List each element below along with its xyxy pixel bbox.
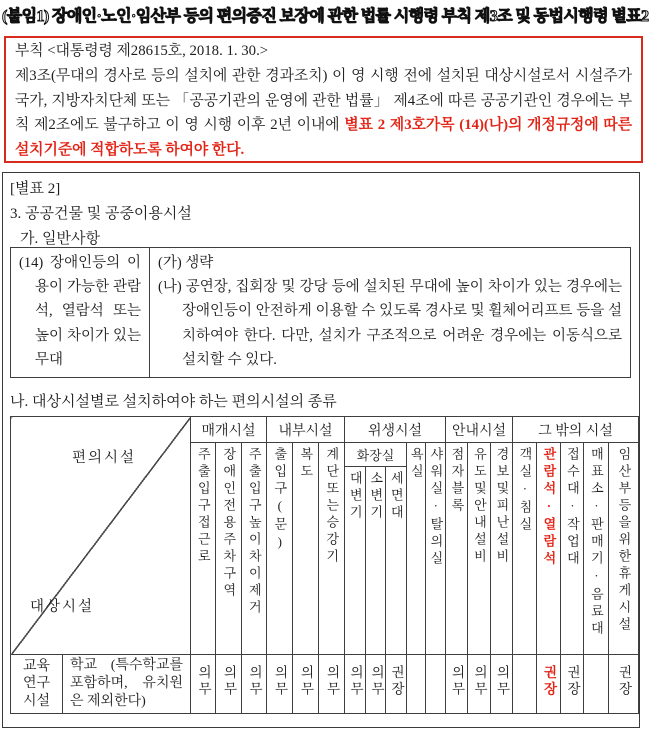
col-label: 접수대·작업대 [561,443,584,655]
value-cell: 의무 [242,655,267,714]
corner-cell [11,417,191,655]
facility-section-title: 나. 대상시설별로 설치하여야 하는 편의시설의 종류 [10,394,337,410]
value-cell [407,655,426,714]
col-label-emphasized: 관람석·열람석 [537,443,561,655]
facility-data-row [11,655,639,714]
value-cell: 의무 [191,655,216,714]
general-item-text: (14) 장애인등의 이용이 가능한 관람석, 열람석 또는 높이 차이가 있는 무대 [19,255,141,368]
value-cell: 권장 [609,655,639,714]
annex-general-title: 가. 일반사항 [20,231,100,247]
value-cell: 의무 [366,655,386,714]
general-rules-table [10,247,631,378]
col-label: 욕실 [407,443,426,655]
general-item-cell [11,248,150,378]
col-label: 세면대 [386,467,407,655]
group-header-row [11,417,639,443]
appendix-article-emphasis: 별표 2 제3호가목 (14)(나)의 개정규정에 따른 설치기준에 적합하도록 하여야 한다. [15,117,632,159]
facility-matrix-table [10,416,639,714]
col-label: 점자블록 [446,443,468,655]
value-cell: 의무 [267,655,293,714]
group-internal: 내부시설 [267,417,345,443]
value-cell: 의무 [491,655,513,714]
clause-na-body: 공연장, 집회장 및 강당 등에 설치된 무대에 높이 차이가 있는 경우에는 장애인등이 안전하게 이용할 수 있도록 경사로 및 휠체어리프트 등을 설치하여야 한다. 다만, 설치가 구조적으로 어려운 경우에는 이동식으로 설치할 수 있다. [182,279,622,368]
col-label: 대변기 [345,467,366,655]
clause-na-prefix: (나) [158,279,182,296]
col-label: 샤워실·탈의실 [426,443,446,655]
clause-ga: (가) 생략 [158,255,214,271]
value-cell-emphasized: 권장 [537,655,561,714]
corner-label-targets: 대상시설 [30,599,95,615]
appendix-article-text: 제3조(무대의 경사로 등의 설치에 관한 경과조치) 이 영 시행 전에 설치된 대상시설로서 시설주가 국가, 지방자치단체 또는 「공공기관의 운영에 관한 법률」 제4조에 따른 공공기관인 경우에는 부칙 제2조에도 불구하고 이 영 시행 이후 2년 이내에 [15,67,632,134]
col-label: 장애인전용주차구역 [216,443,242,655]
col-label: 경보및피난설비 [491,443,513,655]
value-cell [584,655,609,714]
col-label: 계단또는승강기 [319,443,345,655]
annex-label: [별표 2] [10,181,61,197]
value-cell: 의무 [468,655,491,714]
annex-frame [2,172,640,728]
col-label: 주출입구높이차이제거 [242,443,267,655]
document-title: (붙임1) 장애인·노인·임산부 등의 편의증진 보장에 관한 법률 시행령 부칙 제3조 및 동법시행령 별표2 [2,8,649,25]
value-cell: 의무 [446,655,468,714]
group-sanitary: 위생시설 [345,417,446,443]
value-cell: 의무 [345,655,366,714]
col-label: 주출입구접근로 [191,443,216,655]
clause-na [158,275,622,372]
col-label: 복도 [293,443,319,655]
annex-section-title: 3. 공공건물 및 공중이용시설 [10,206,192,222]
col-label: 객실·침실 [513,443,537,655]
col-label: 매표소·판매기·음료대 [584,443,609,655]
group-guidance: 안내시설 [446,417,513,443]
table-row [11,248,631,378]
subgroup-toilet: 화장실 [345,443,407,467]
general-clause-cell [150,248,631,378]
col-label: 출입구(문) [267,443,293,655]
appendix-notice-box [4,36,643,163]
col-label: 유도및안내설비 [468,443,491,655]
value-cell: 의무 [216,655,242,714]
group-mediating: 매개시설 [191,417,267,443]
value-cell: 권장 [561,655,584,714]
value-cell [513,655,537,714]
value-cell: 의무 [293,655,319,714]
corner-label-facilities: 편의시설 [71,450,136,466]
row-target-facility: 학교 (특수학교를 포함하며, 유치원은 제외한다) [63,655,191,714]
value-cell: 의무 [319,655,345,714]
col-label: 임산부등을위한휴게시설 [609,443,639,655]
col-label: 소변기 [366,467,386,655]
value-cell: 권장 [386,655,407,714]
appendix-heading: 부칙 <대통령령 제28615호, 2018. 1. 30.> [15,43,269,59]
group-other: 그 밖의 시설 [513,417,639,443]
row-category: 교육연구시설 [11,655,63,714]
value-cell [426,655,446,714]
